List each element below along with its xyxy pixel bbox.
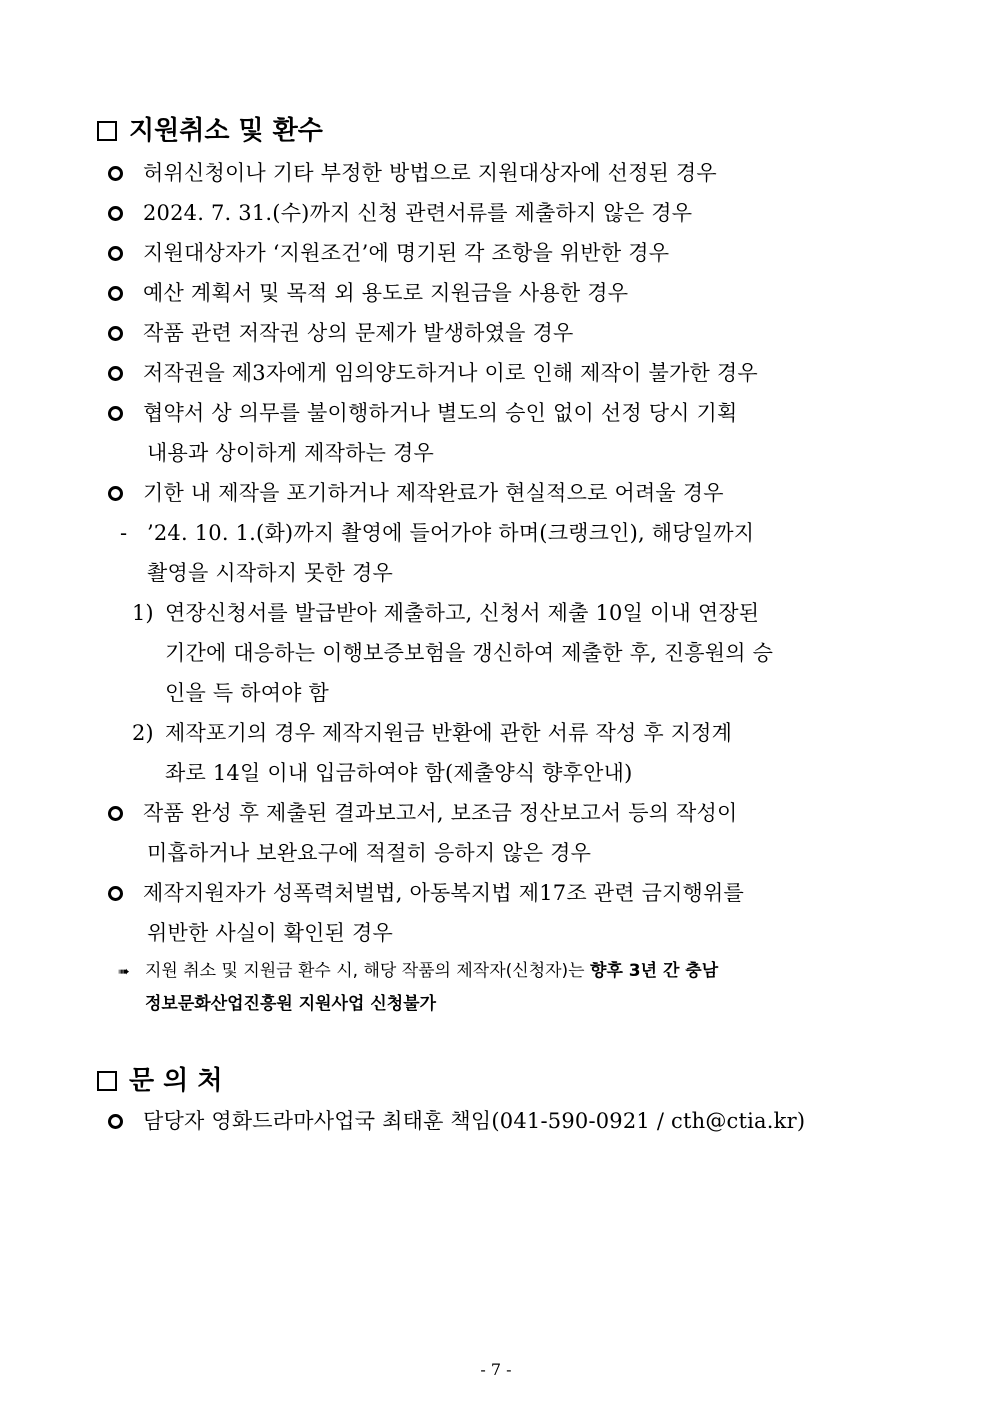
dash-item: ’24. 10. 1.(화)까지 촬영에 들어가야 하며(크랭크인), 해당일까지 [147,521,755,545]
circle-bullet-icon [108,806,123,821]
circle-bullet-icon [108,246,123,261]
circle-bullet-icon [108,406,123,421]
list-item: 협약서 상 의무를 불이행하거나 별도의 승인 없이 선정 당시 기획 [143,401,738,425]
list-item: 작품 관련 저작권 상의 문제가 발생하였을 경우 [143,321,574,345]
circle-bullet-icon [108,286,123,301]
list-item: 저작권을 제3자에게 임의양도하거나 이로 인해 제작이 불가한 경우 [143,361,758,385]
section-heading-contact [97,1066,222,1096]
circle-bullet-icon [108,1114,123,1129]
notice-emphasis: 정보문화산업진흥원 지원사업 신청불가 [145,994,437,1014]
list-item-continuation: 내용과 상이하게 제작하는 경우 [147,441,434,465]
sub-item-continuation: 기간에 대응하는 이행보증보험을 갱신하여 제출한 후, 진흥원의 승 [165,641,774,665]
notice-text: 지원 취소 및 지원금 환수 시, 해당 작품의 제작자(신청자)는 [145,961,591,981]
notice-emphasis: 향후 3년 간 충남 [590,961,719,981]
circle-bullet-icon [108,366,123,381]
checkbox-square-icon [97,121,117,141]
list-item: 기한 내 제작을 포기하거나 제작완료가 현실적으로 어려울 경우 [143,481,724,505]
list-item: 작품 완성 후 제출된 결과보고서, 보조금 정산보고서 등의 작성이 [143,801,738,825]
dash-marker: - [120,521,128,545]
notice-line [145,960,718,982]
sub-item: 제작포기의 경우 제작지원금 반환에 관한 서류 작성 후 지정계 [165,721,733,745]
circle-bullet-icon [108,486,123,501]
dash-item-continuation: 촬영을 시작하지 못한 경우 [147,561,393,585]
list-item-continuation: 미흡하거나 보완요구에 적절히 응하지 않은 경우 [147,841,592,865]
list-item: 제작지원자가 성폭력처벌법, 아동복지법 제17조 관련 금지행위를 [143,881,745,905]
section-title: 지원취소 및 환수 [129,116,323,146]
list-item: 2024. 7. 31.(수)까지 신청 관련서류를 제출하지 않은 경우 [143,201,693,225]
contact-line: 담당자 영화드라마사업국 최태훈 책임(041-590-0921 / cth@ctia.kr) [143,1109,806,1133]
section-title: 문 의 처 [129,1066,223,1096]
sub-item-number: 2) [132,721,154,745]
circle-bullet-icon [108,326,123,341]
section-heading-cancellation [97,116,323,146]
sub-item-number: 1) [132,601,154,625]
sub-item-continuation: 인을 득 하여야 함 [165,681,330,705]
list-item: 예산 계획서 및 목적 외 용도로 지원금을 사용한 경우 [143,281,629,305]
arrow-right-icon: ➠ [118,964,130,980]
notice-line-continuation [145,993,436,1015]
sub-item-continuation: 좌로 14일 이내 입금하여야 함(제출양식 향후안내) [165,761,633,785]
list-item-continuation: 위반한 사실이 확인된 경우 [147,921,393,945]
list-item: 지원대상자가 ‘지원조건’에 명기된 각 조항을 위반한 경우 [143,241,670,265]
circle-bullet-icon [108,206,123,221]
checkbox-square-icon [97,1071,117,1091]
circle-bullet-icon [108,886,123,901]
circle-bullet-icon [108,166,123,181]
page-number: - 7 - [480,1360,512,1379]
list-item: 허위신청이나 기타 부정한 방법으로 지원대상자에 선정된 경우 [143,161,717,185]
sub-item: 연장신청서를 발급받아 제출하고, 신청서 제출 10일 이내 연장된 [165,601,760,625]
